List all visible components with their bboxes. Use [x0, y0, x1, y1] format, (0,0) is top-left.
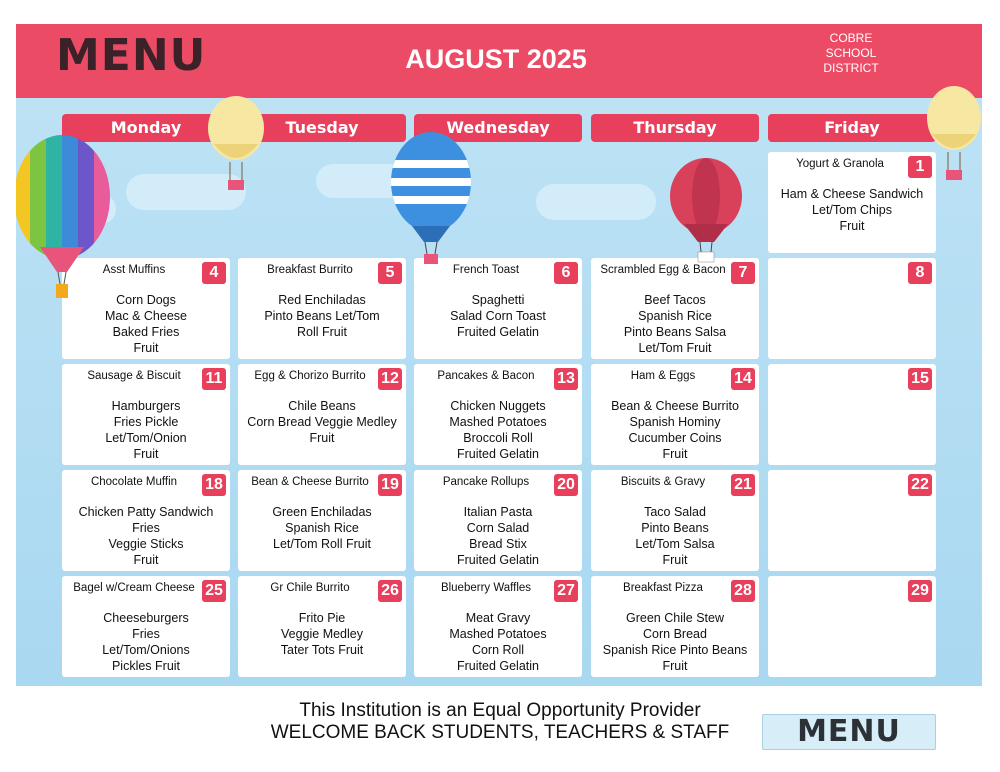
- lunch-item-line: Spanish Hominy: [629, 415, 721, 429]
- rainbow-balloon-icon: [16, 132, 116, 302]
- lunch-item-line: Fries: [132, 521, 160, 535]
- date-number: 4: [202, 262, 226, 284]
- day-cell-13: [414, 364, 582, 465]
- lunch-items: [595, 398, 755, 462]
- lunch-item-line: Fruit: [662, 553, 688, 567]
- lunch-item-line: Tater Tots Fruit: [280, 643, 364, 657]
- date-number: 19: [378, 474, 402, 496]
- lunch-item-line: Corn Bread Veggie Medley: [247, 415, 397, 429]
- lunch-item-line: Ham & Cheese Sandwich: [780, 187, 924, 201]
- lunch-item-line: Let/Tom Chips: [812, 203, 892, 217]
- date-number: 12: [378, 368, 402, 390]
- lunch-item-line: Meat Gravy: [465, 611, 531, 625]
- date-number: 25: [202, 580, 226, 602]
- day-cell-6: [414, 258, 582, 359]
- breakfast-item: Pancake Rollups: [442, 476, 530, 488]
- day-cell-20: [414, 470, 582, 571]
- day-cell-8: [768, 258, 936, 359]
- lunch-item-line: Broccoli Roll: [463, 431, 533, 445]
- day-cell-28: [591, 576, 759, 677]
- day-cell-12: [238, 364, 406, 465]
- day-cell-5: [238, 258, 406, 359]
- lunch-items: [242, 398, 402, 446]
- lunch-item-line: Let/Tom/Onions: [102, 643, 190, 657]
- breakfast-item: Asst Muffins: [102, 264, 166, 276]
- date-number: 13: [554, 368, 578, 390]
- lunch-item-line: Mac & Cheese: [105, 309, 187, 323]
- lunch-item-line: Fruit: [662, 659, 688, 673]
- date-number: 6: [554, 262, 578, 284]
- day-cell-26: [238, 576, 406, 677]
- breakfast-item: Pancakes & Bacon: [437, 370, 535, 382]
- lunch-item-line: Fruit: [133, 553, 159, 567]
- date-number: 28: [731, 580, 755, 602]
- lunch-item-line: Spanish Rice Pinto Beans: [602, 643, 748, 657]
- lunch-items: [418, 610, 578, 674]
- weekday-header-monday: Monday: [62, 114, 230, 142]
- breakfast-item: Bean & Cheese Burrito: [251, 476, 369, 488]
- lunch-item-line: Pickles Fruit: [111, 659, 181, 673]
- date-number: 20: [554, 474, 578, 496]
- district-name: COBRE SCHOOL DISTRICT: [823, 31, 879, 75]
- date-number: 7: [731, 262, 755, 284]
- weekday-header-thursday: Thursday: [591, 114, 759, 142]
- lunch-item-line: Fruited Gelatin: [457, 325, 539, 339]
- date-number: 11: [202, 368, 226, 390]
- lunch-item-line: Green Enchiladas: [272, 505, 372, 519]
- lunch-item-line: Let/Tom Salsa: [635, 537, 715, 551]
- lunch-item-line: Fruited Gelatin: [457, 659, 539, 673]
- lunch-item-line: Chicken Patty Sandwich: [78, 505, 214, 519]
- breakfast-item: Sausage & Biscuit: [87, 370, 181, 382]
- weekday-header-friday: Friday: [768, 114, 936, 142]
- menu-logo: MENU: [56, 30, 207, 81]
- lunch-item-line: Fries Pickle: [113, 415, 179, 429]
- day-cell-22: [768, 470, 936, 571]
- weekday-header-wednesday: Wednesday: [414, 114, 582, 142]
- date-number: 8: [908, 262, 932, 284]
- blue-striped-balloon-icon: [388, 130, 474, 266]
- day-cell-27: [414, 576, 582, 677]
- lunch-item-line: Hamburgers: [111, 399, 181, 413]
- breakfast-item: Gr Chile Burrito: [270, 582, 350, 594]
- day-cell-21: [591, 470, 759, 571]
- month-title: AUGUST 2025: [405, 44, 587, 74]
- date-number: 15: [908, 368, 932, 390]
- breakfast-item: Breakfast Pizza: [623, 582, 703, 594]
- date-number: 18: [202, 474, 226, 496]
- lunch-item-line: Salad Corn Toast: [450, 309, 546, 323]
- lunch-item-line: Cucumber Coins: [628, 431, 722, 445]
- date-number: 5: [378, 262, 402, 284]
- day-cell-1: [768, 152, 936, 253]
- yellow-balloon-right-icon: [924, 82, 982, 186]
- lunch-item-line: Let/Tom Fruit: [638, 341, 712, 355]
- day-cell-25: [62, 576, 230, 677]
- lunch-item-line: Fruit: [662, 447, 688, 461]
- calendar-sheet: [16, 24, 982, 686]
- lunch-item-line: Mashed Potatoes: [449, 415, 547, 429]
- lunch-items: [418, 504, 578, 568]
- lunch-item-line: Italian Pasta: [463, 505, 533, 519]
- lunch-item-line: Fruited Gelatin: [457, 447, 539, 461]
- day-cell-29: [768, 576, 936, 677]
- lunch-items: [595, 610, 755, 674]
- lunch-items: [595, 504, 755, 568]
- breakfast-item: Yogurt & Granola: [796, 158, 884, 170]
- lunch-items: [772, 186, 932, 234]
- lunch-item-line: Chicken Nuggets: [450, 399, 546, 413]
- lunch-items: [66, 610, 226, 674]
- lunch-items: [66, 504, 226, 568]
- date-number: 27: [554, 580, 578, 602]
- lunch-item-line: Pinto Beans Salsa: [623, 325, 727, 339]
- breakfast-item: Scrambled Egg & Bacon: [600, 264, 726, 276]
- date-number: 21: [731, 474, 755, 496]
- lunch-items: [66, 398, 226, 462]
- lunch-item-line: Pinto Beans: [641, 521, 709, 535]
- lunch-item-line: Spaghetti: [471, 293, 525, 307]
- lunch-item-line: Corn Dogs: [116, 293, 176, 307]
- lunch-items: [242, 504, 402, 552]
- yellow-balloon-icon: [204, 94, 268, 194]
- breakfast-item: French Toast: [452, 264, 520, 276]
- date-number: 22: [908, 474, 932, 496]
- lunch-item-line: Mashed Potatoes: [449, 627, 547, 641]
- day-cell-11: [62, 364, 230, 465]
- lunch-item-line: Fruited Gelatin: [457, 553, 539, 567]
- breakfast-item: Chocolate Muffin: [90, 476, 178, 488]
- lunch-item-line: Green Chile Stew: [626, 611, 724, 625]
- breakfast-item: Blueberry Waffles: [440, 582, 532, 594]
- date-number: 26: [378, 580, 402, 602]
- date-number: 1: [908, 156, 932, 178]
- day-cell-19: [238, 470, 406, 571]
- lunch-item-line: Spanish Rice: [638, 309, 712, 323]
- menu-stamp-logo: MENU: [762, 714, 936, 750]
- weekday-header-tuesday: Tuesday: [238, 114, 406, 142]
- welcome-message: WELCOME BACK STUDENTS, TEACHERS & STAFF: [270, 722, 730, 743]
- breakfast-item: Breakfast Burrito: [267, 264, 353, 276]
- lunch-item-line: Fruit: [309, 431, 335, 445]
- lunch-items: [595, 292, 755, 356]
- red-balloon-icon: [666, 156, 746, 266]
- cloud-decoration: [536, 184, 656, 220]
- lunch-item-line: Beef Tacos: [644, 293, 706, 307]
- header-banner: [16, 24, 982, 98]
- lunch-item-line: Taco Salad: [644, 505, 706, 519]
- lunch-item-line: Fruit: [133, 341, 159, 355]
- lunch-item-line: Cheeseburgers: [103, 611, 189, 625]
- lunch-item-line: Let/Tom/Onion: [105, 431, 187, 445]
- breakfast-item: Bagel w/Cream Cheese: [73, 582, 195, 594]
- day-cell-14: [591, 364, 759, 465]
- breakfast-item: Ham & Eggs: [630, 370, 696, 382]
- lunch-item-line: Red Enchiladas: [278, 293, 366, 307]
- lunch-items: [418, 398, 578, 462]
- lunch-item-line: Corn Salad: [466, 521, 530, 535]
- lunch-item-line: Spanish Rice: [285, 521, 359, 535]
- lunch-item-line: Corn Bread: [643, 627, 707, 641]
- breakfast-item: Biscuits & Gravy: [620, 476, 706, 488]
- lunch-item-line: Baked Fries: [112, 325, 180, 339]
- lunch-item-line: Pinto Beans Let/Tom: [264, 309, 380, 323]
- lunch-item-line: Bread Stix: [469, 537, 527, 551]
- lunch-items: [418, 292, 578, 340]
- lunch-items: [242, 610, 402, 658]
- lunch-items: [242, 292, 402, 340]
- lunch-item-line: Roll Fruit: [296, 325, 347, 339]
- date-number: 29: [908, 580, 932, 602]
- day-cell-18: [62, 470, 230, 571]
- day-cell-7: [591, 258, 759, 359]
- breakfast-item: Egg & Chorizo Burrito: [254, 370, 366, 382]
- lunch-item-line: Fruit: [133, 447, 159, 461]
- lunch-item-line: Let/Tom Roll Fruit: [273, 537, 371, 551]
- lunch-item-line: Corn Roll: [471, 643, 525, 657]
- lunch-item-line: Fruit: [839, 219, 865, 233]
- lunch-item-line: Chile Beans: [288, 399, 356, 413]
- lunch-item-line: Fries: [132, 627, 160, 641]
- lunch-item-line: Veggie Medley: [280, 627, 363, 641]
- day-cell-15: [768, 364, 936, 465]
- lunch-item-line: Frito Pie: [298, 611, 346, 625]
- date-number: 14: [731, 368, 755, 390]
- equal-opportunity-notice: This Institution is an Equal Opportunity Provider: [299, 700, 701, 721]
- lunch-item-line: Bean & Cheese Burrito: [611, 399, 739, 413]
- lunch-item-line: Veggie Sticks: [108, 537, 184, 551]
